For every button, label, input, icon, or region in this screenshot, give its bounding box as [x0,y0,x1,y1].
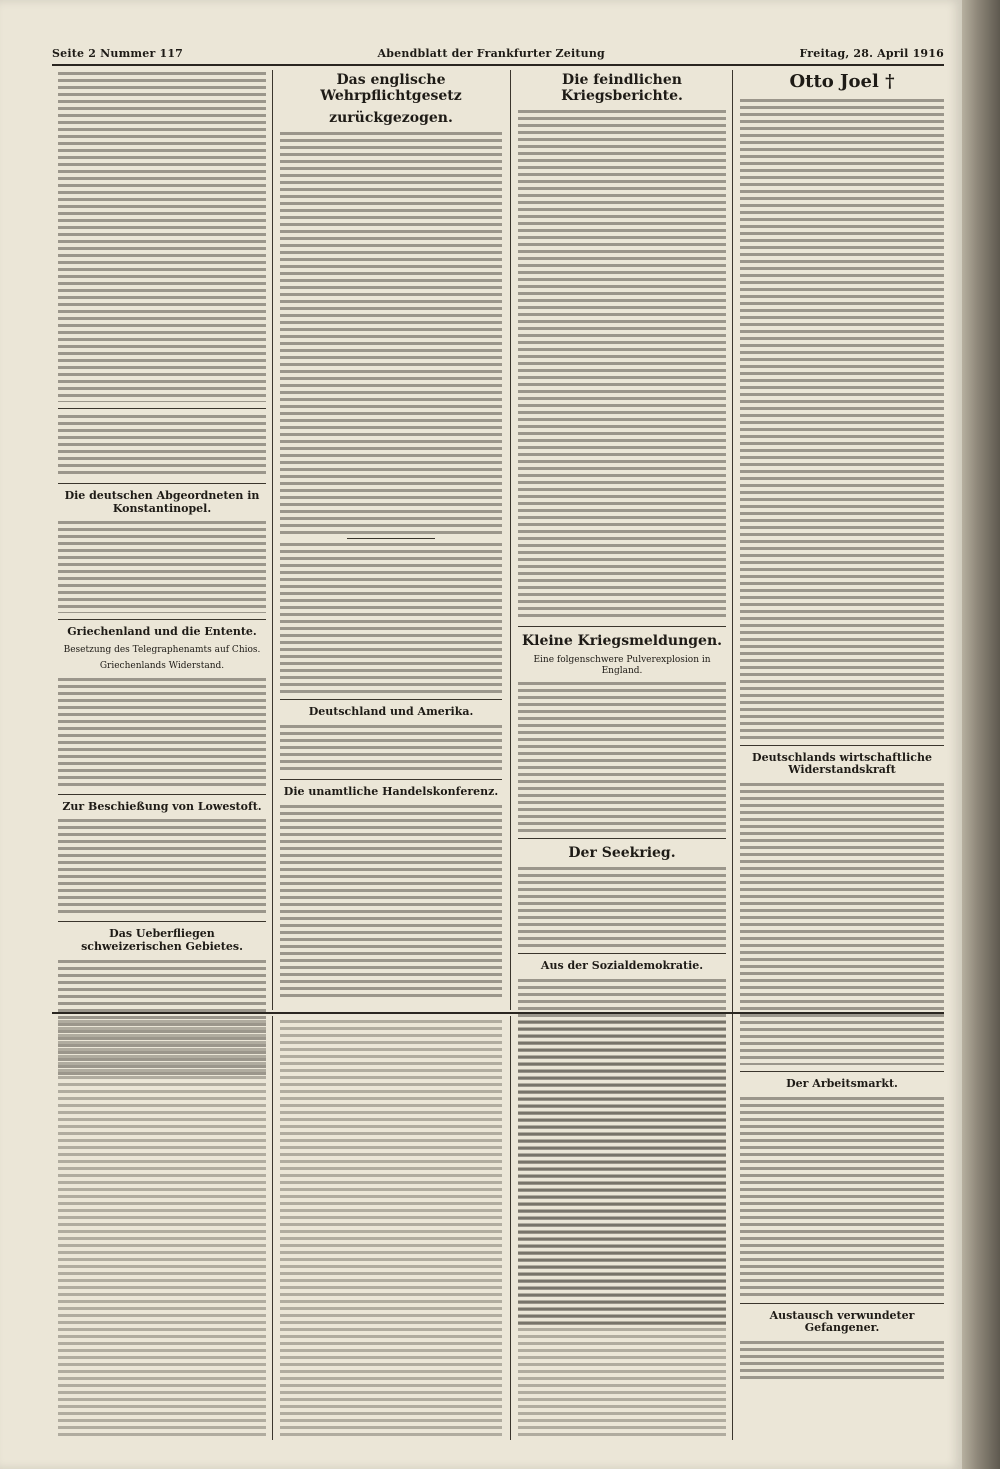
book-binding [962,0,1000,1469]
headline-widerstandskraft: Deutschlands wirtschaftliche Widerstandskraft [752,750,932,777]
feuilleton-rule [52,1012,944,1014]
article-text [518,867,726,947]
article-text [58,678,266,788]
headline-arbeitsmarkt: Der Arbeitsmarkt. [786,1076,898,1090]
headline-seekrieg: Der Seekrieg. [568,844,676,861]
headline-deutschland-amerika: Deutschland und Amerika. [308,705,474,719]
headline-schweiz: Das Ueberfliegen schweizerischen Gebietes. [81,927,243,953]
headline-lowestoft: Zur Beschießung von Lowestoft. [62,799,262,813]
article-text [58,819,266,915]
article-text [58,72,266,402]
column-divider [510,1016,511,1440]
article-text [518,110,726,620]
page-header [52,44,944,62]
column-divider [510,70,511,1010]
article-text [58,521,266,613]
subheadline: Besetzung des Telegraphenamts auf Chios. [63,644,261,655]
masthead: Abendblatt der Frankfurter Zeitung [377,46,605,60]
column-divider [272,1016,273,1440]
page-number: Seite 2 Nummer 117 [52,46,184,60]
subheadline: Eine folgenschwere Pulverexplosion in England. [533,655,711,676]
subheadline: Griechenlands Widerstand. [99,661,225,672]
article-text [740,1341,944,1379]
article-text [280,805,502,1001]
headline-wehrpflicht-sub: zurückgezogen. [329,110,453,127]
headline-kriegsberichte: Die feindlichen Kriegsberichte. [561,72,683,105]
article-text [58,415,266,477]
headline-kriegsmeldungen: Kleine Kriegsmeldungen. [521,633,723,650]
headline-abgeordneten: Die deutschen Abgeordneten in Konstantinopel. [64,489,260,515]
headline-handelskonferenz: Die unamtliche Handelskonferenz. [283,784,499,798]
column-4 [740,72,944,1379]
column-1 [58,72,266,1078]
headline-wehrpflicht: Das englische Wehrpflichtgesetz [320,72,462,105]
issue-date: Freitag, 28. April 1916 [799,46,944,60]
column-divider [272,70,273,1010]
article-text [280,132,502,534]
column-2 [280,72,502,1001]
article-text [740,783,944,1065]
feuilleton-text [280,1020,502,1438]
headline-sozialdemokratie: Aus der Sozialdemokratie. [540,959,704,973]
article-text [740,1097,944,1297]
feuilleton-text [518,1020,726,1438]
headline-griechenland: Griechenland und die Entente. [67,625,257,639]
column-divider [732,70,733,1440]
article-text [280,543,502,693]
feuilleton-text [58,1020,266,1438]
obituary-text [740,99,944,739]
article-text [518,682,726,832]
article-text [280,725,502,773]
headline-otto-joel: Otto Joel † [789,71,895,92]
headline-gefangener: Austausch verwundeter Gefangener. [769,1308,915,1335]
header-rule [52,64,944,66]
